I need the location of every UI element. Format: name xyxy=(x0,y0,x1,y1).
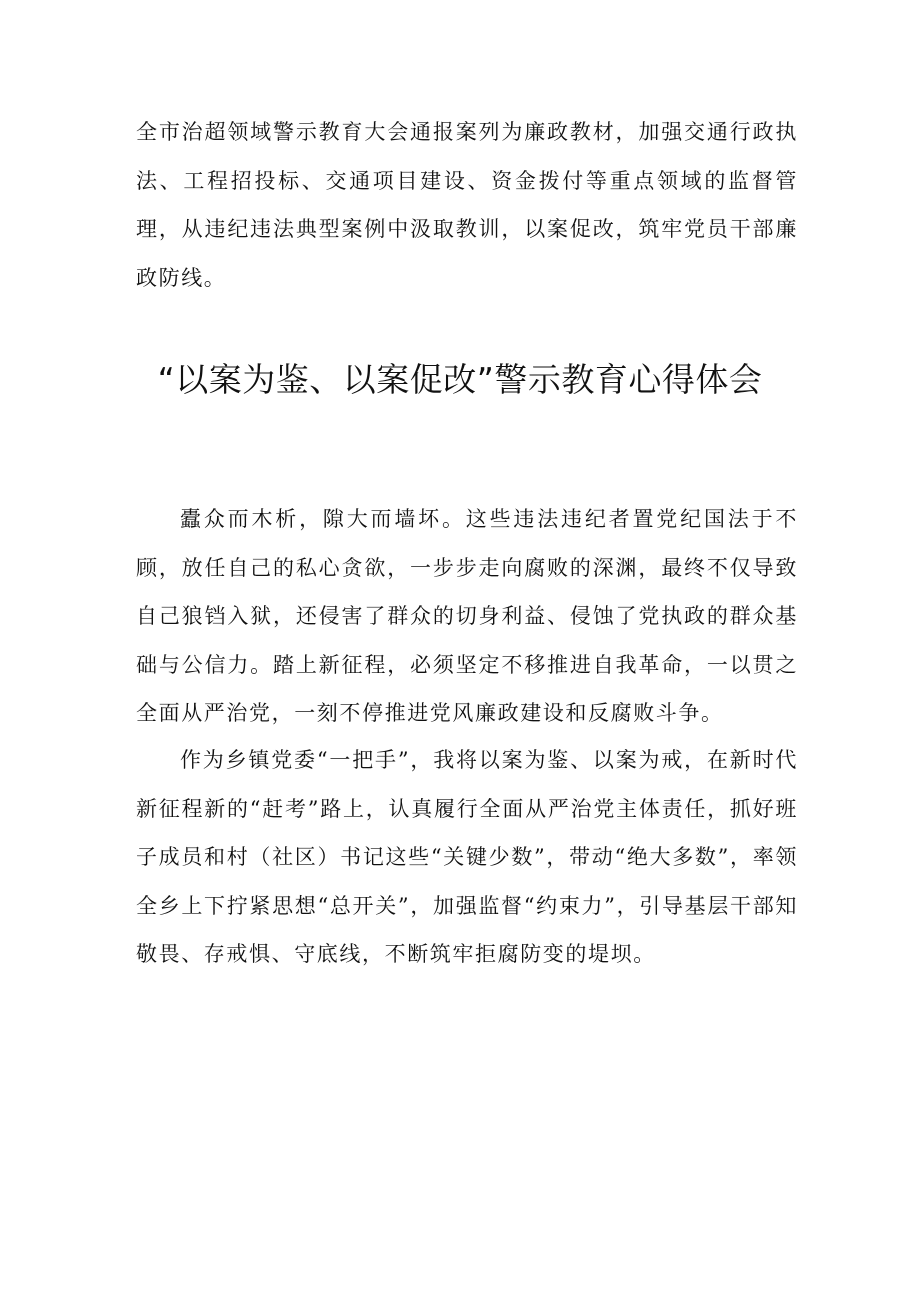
body-paragraph-2: 作为乡镇党委“一把手”，我将以案为鉴、以案为戒，在新时代新征程新的“赶考”路上，认真履行全面从严治党主体责任，抓好班子成员和村（社区）书记这些“关键少数”，带动“绝大多数”，率领全乡上下拧紧思想“总开关”，加强监督“约束力”，引导基层干部知敬畏、存戒惧、守底线，不断筑牢拒腐防变的堤坝。 xyxy=(136,748,798,966)
document-title: “以案为鉴、以案促改”警示教育心得体会 xyxy=(157,360,763,399)
intro-paragraph: 全市治超领域警示教育大会通报案列为廉政教材，加强交通行政执法、工程招投标、交通项目建设、资金拨付等重点领域的监督管理，从违纪违法典型案例中汲取教训，以案促改，筑牢党员干部廉政防线。 xyxy=(136,120,798,290)
body-paragraph-1: 蠹众而木析，隙大而墙坏。这些违法违纪者置党纪国法于不顾，放任自己的私心贪欲，一步步走向腐败的深渊，最终不仅导致自己狼铛入狱，还侵害了群众的切身利益、侵蚀了党执政的群众基础与公信力。踏上新征程，必须坚定不移推进自我革命，一以贯之全面从严治党，一刻不停推进党风廉政建设和反腐败斗争。 xyxy=(136,507,798,725)
